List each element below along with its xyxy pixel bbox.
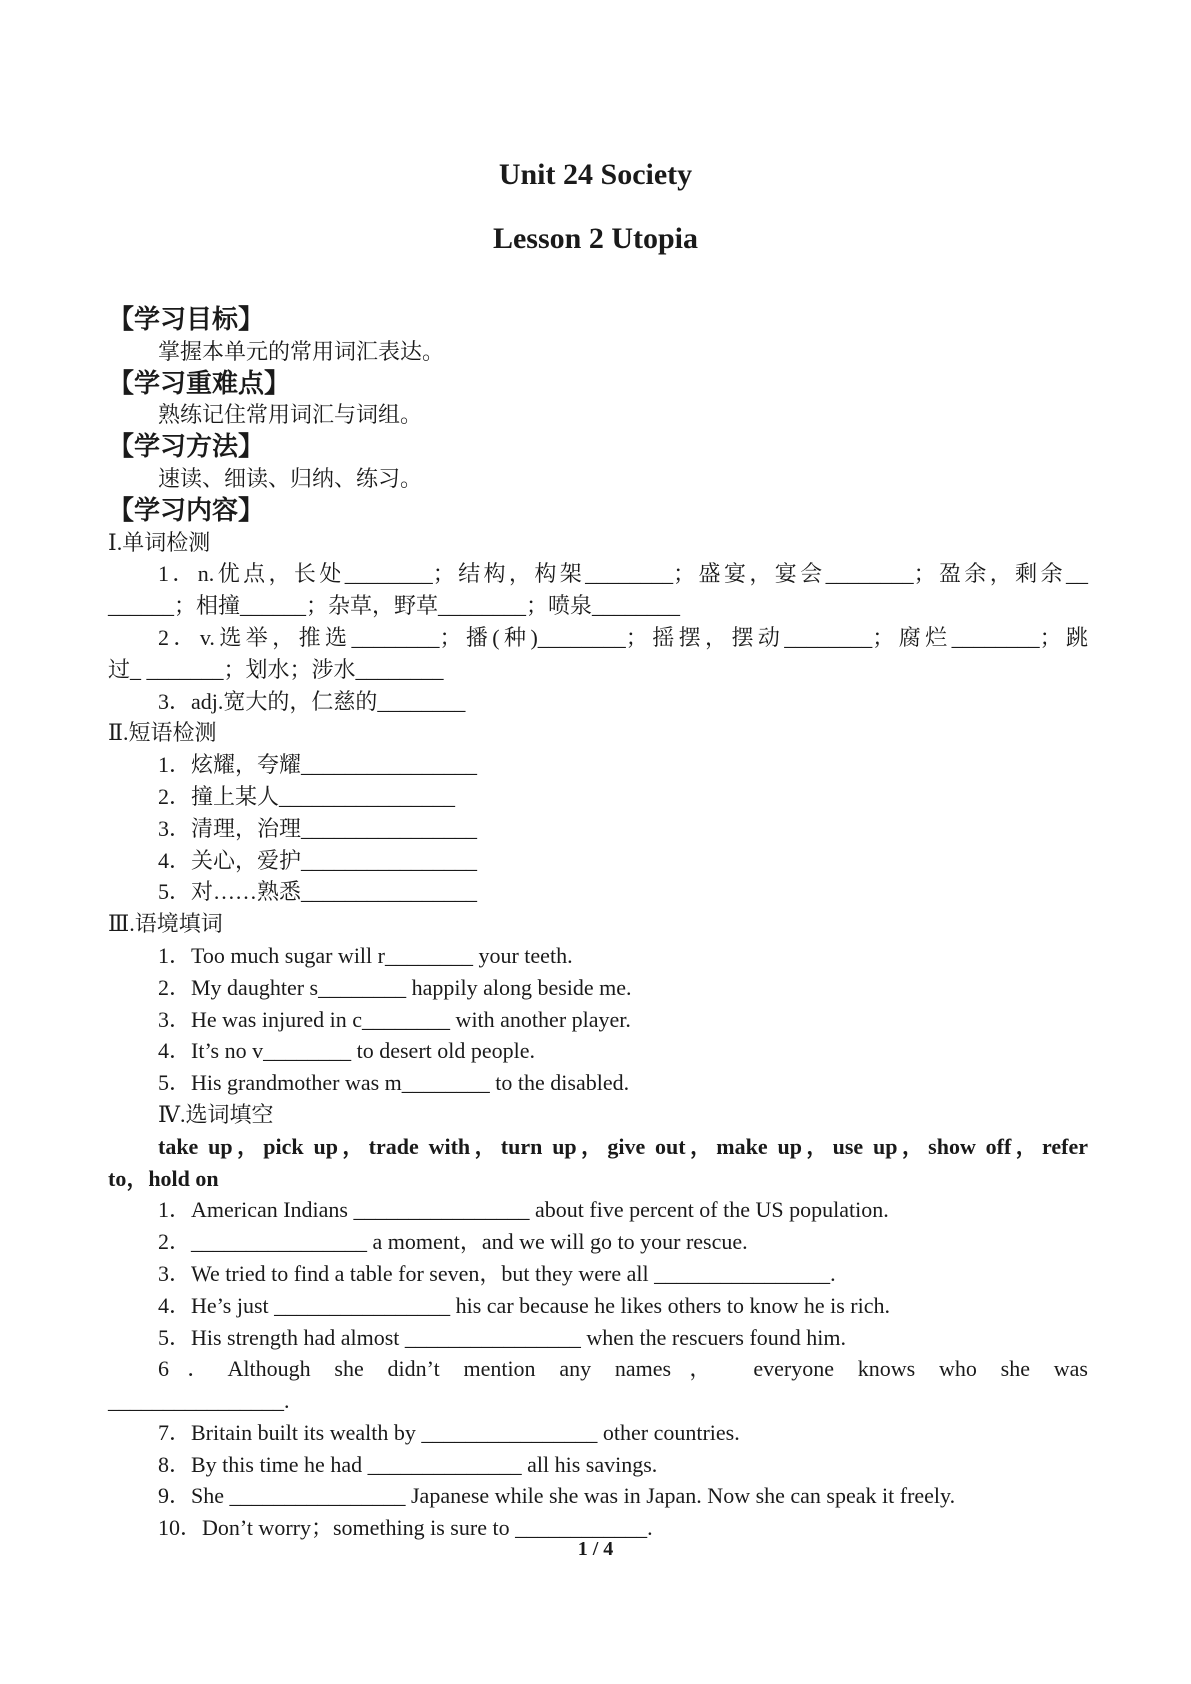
- worksheet-line: Ⅳ.选词填空: [158, 1101, 274, 1127]
- worksheet-line: 9．She ________________ Japanese while she was in Japan. Now she can speak it freely.: [158, 1483, 956, 1509]
- worksheet-line: 3．We tried to find a table for seven，but they were all ________________.: [158, 1260, 836, 1286]
- worksheet-line: 2．________________ a moment，and we will go to your rescue.: [158, 1229, 748, 1255]
- worksheet-line: 3．adj.宽大的，仁慈的________: [158, 688, 466, 714]
- worksheet-line: ______；相撞______；杂草，野草________；喷泉________: [108, 593, 681, 619]
- section-heading: 【学习重难点】: [108, 368, 291, 398]
- worksheet-line: 5．His strength had almost ________________ when the rescuers found him.: [158, 1324, 847, 1350]
- worksheet-line: 4．关心，爱护________________: [158, 847, 478, 873]
- worksheet-line: 4．It’s no v________ to desert old people.: [158, 1038, 536, 1064]
- worksheet-line: Ⅱ.短语检测: [108, 720, 217, 746]
- worksheet-line: 7．Britain built its wealth by ________________ other countries.: [158, 1419, 740, 1445]
- lesson-title: Lesson 2 Utopia: [492, 222, 699, 255]
- worksheet-line: 1．炫耀，夸耀________________: [158, 752, 478, 778]
- worksheet-line: 3．He was injured in c________ with another player.: [158, 1006, 631, 1032]
- worksheet-line: ________________.: [108, 1388, 290, 1414]
- worksheet-line: to，hold on: [108, 1165, 219, 1191]
- section-heading: 【学习目标】: [108, 305, 265, 334]
- worksheet-line: 4．He’s just ________________ his car because he likes others to know he is rich.: [158, 1292, 890, 1318]
- worksheet-line: 熟练记住常用词汇与词组。: [158, 402, 423, 428]
- worksheet-line: 6．Although she didn’t mention any names， everyone knows who she was: [158, 1356, 1088, 1382]
- worksheet-line: 2．撞上某人________________: [158, 783, 456, 809]
- worksheet-line: 1．n.优点，长处________；结构，构架________；盛宴，宴会________；盈余，剩余__: [158, 561, 1088, 587]
- worksheet-line: take up，pick up，trade with，turn up，give out，make up，use up，show off，refer: [158, 1133, 1088, 1159]
- section-heading: 【学习内容】: [108, 495, 265, 525]
- worksheet-line: 2．My daughter s________ happily along beside me.: [158, 974, 632, 1000]
- worksheet-line: 10．Don’t worry；something is sure to ____________.: [158, 1515, 653, 1541]
- worksheet-line: 5．His grandmother was m________ to the disabled.: [158, 1070, 630, 1096]
- worksheet-line: 速读、细读、归纳、练习。: [158, 465, 423, 491]
- worksheet-line: 过_ _______；划水；涉水________: [108, 656, 444, 682]
- worksheet-line: Ⅲ.语境填词: [108, 911, 223, 937]
- unit-title: Unit 24 Society: [498, 158, 693, 191]
- worksheet-line: 2．v.选举，推选________；播(种)________；摇摆，摆动________；腐烂________；跳: [158, 624, 1088, 650]
- worksheet-line: 掌握本单元的常用词汇表达。: [158, 338, 445, 364]
- worksheet-line: 1．Too much sugar will r________ your teeth.: [158, 942, 573, 968]
- worksheet-line: 5．对……熟悉________________: [158, 879, 478, 905]
- worksheet-body: [108, 304, 1088, 1544]
- page-number: 1 / 4: [577, 1538, 614, 1560]
- section-heading: 【学习方法】: [108, 432, 265, 462]
- worksheet-line: 3．清理，治理________________: [158, 815, 478, 841]
- worksheet-line: 8．By this time he had ______________ all his savings.: [158, 1451, 658, 1477]
- worksheet-line: Ⅰ.单词检测: [108, 529, 211, 555]
- worksheet-line: 1．American Indians ________________ about five percent of the US population.: [158, 1197, 889, 1223]
